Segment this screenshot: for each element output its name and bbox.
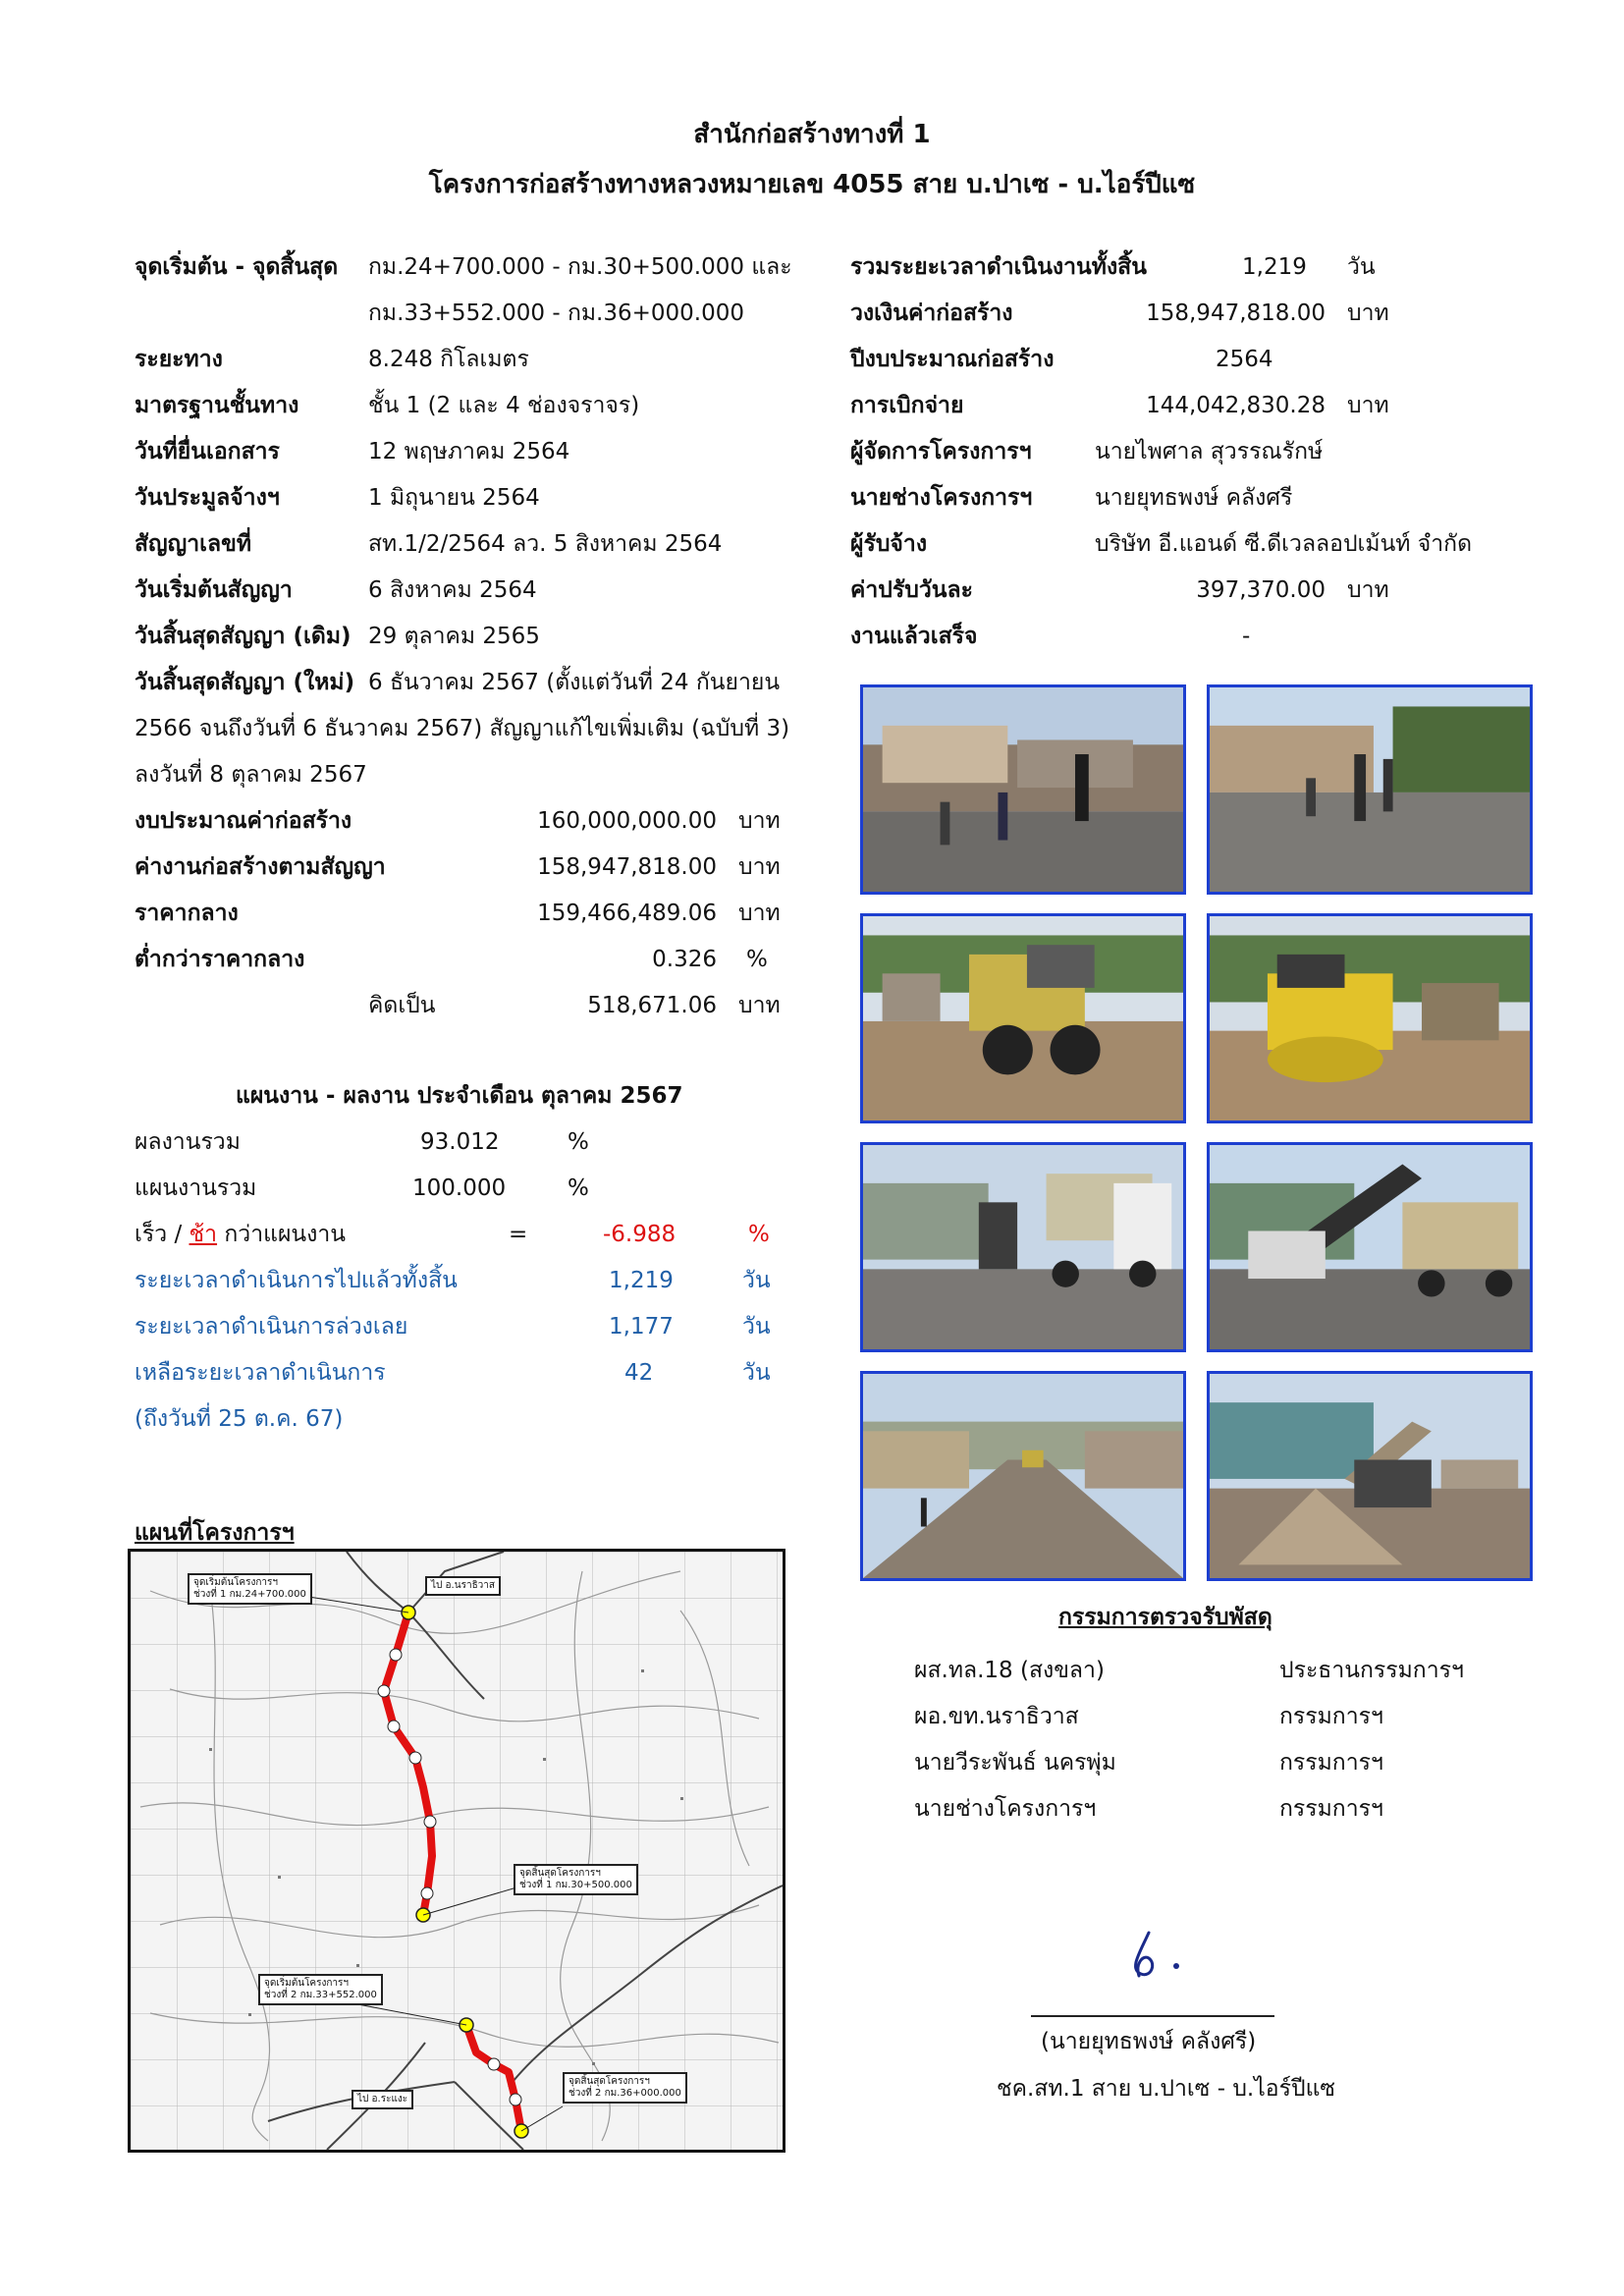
actual-progress-unit: % bbox=[568, 1129, 589, 1155]
disbursement-unit: บาท bbox=[1347, 393, 1389, 418]
disbursement-value: 144,042,830.28 bbox=[1146, 393, 1326, 418]
dump-truck-aggregate-photo-image bbox=[1210, 1374, 1530, 1578]
contract-end-old-label: วันสิ้นสุดสัญญา (เดิม) bbox=[135, 624, 352, 649]
committee-member-2-role: กรรมการฯ bbox=[1279, 1704, 1383, 1729]
cold-milling-photo-image bbox=[1210, 1145, 1530, 1349]
construction-budget-value: 158,947,818.00 bbox=[1146, 301, 1326, 326]
median-price-label: ราคากลาง bbox=[135, 901, 239, 926]
start-end-value: กม.24+700.000 - กม.30+500.000 และ bbox=[368, 254, 792, 280]
start-end-label: จุดเริ่มต้น - จุดสิ้นสุด bbox=[135, 254, 339, 280]
start-end-value-2: กม.33+552.000 - กม.36+000.000 bbox=[368, 301, 745, 326]
ahead-behind-label bbox=[135, 1220, 346, 1249]
daily-fine-value: 397,370.00 bbox=[1196, 577, 1326, 603]
remaining-label: เหลือระยะเวลาดำเนินการ bbox=[135, 1360, 386, 1386]
office-title: สำนักก่อสร้างทางที่ 1 bbox=[693, 120, 931, 149]
committee-member-4-role: กรรมการฯ bbox=[1279, 1796, 1383, 1822]
motor-grader-photo bbox=[860, 913, 1186, 1123]
grader-roadwork-photo bbox=[860, 1371, 1186, 1581]
equivalent-label: คิดเป็น bbox=[368, 993, 436, 1018]
contract-no-label: สัญญาเลขที่ bbox=[135, 531, 251, 557]
start-point-1-callout bbox=[188, 1573, 312, 1605]
total-duration-unit: วัน bbox=[1347, 254, 1376, 280]
elapsed-value: 1,219 bbox=[609, 1268, 674, 1293]
committee-member-1-role: ประธานกรรมการฯ bbox=[1279, 1658, 1464, 1683]
ahead-behind-equals: = bbox=[509, 1222, 528, 1247]
start-point-2-km: ช่วงที่ 2 กม.33+552.000 bbox=[264, 1990, 377, 2000]
south-direction-text: ไป อ.ระแงะ bbox=[357, 2094, 408, 2105]
contract-end-new-label: วันสิ้นสุดสัญญา (ใหม่) bbox=[135, 670, 355, 695]
road-roller-photo-image bbox=[1210, 916, 1530, 1121]
project-title: โครงการก่อสร้างทางหลวงหมายเลข 4055 สาย บ.ปาเซ - บ.ไอร์ปีแซ bbox=[428, 170, 1196, 199]
plan-progress-unit: % bbox=[568, 1175, 589, 1201]
start-point-1-title: จุดเริ่มต้นโครงการฯ bbox=[193, 1577, 279, 1588]
actual-progress-value: 93.012 bbox=[420, 1129, 500, 1155]
distance-label: ระยะทาง bbox=[135, 347, 223, 372]
as-of-date: (ถึงวันที่ 25 ต.ค. 67) bbox=[135, 1406, 344, 1432]
start-point-2-title: จุดเริ่มต้นโครงการฯ bbox=[264, 1978, 350, 1989]
overdue-value: 1,177 bbox=[609, 1314, 674, 1339]
signature-mark bbox=[1119, 1925, 1208, 1994]
bid-date-value: 1 มิถุนายน 2564 bbox=[368, 485, 540, 511]
contractor-value: บริษัท อี.แอนด์ ซี.ดีเวลลอปเม้นท์ จำกัด bbox=[1095, 531, 1473, 557]
contract-cost-unit: บาท bbox=[738, 854, 781, 880]
end-point-2-km: ช่วงที่ 2 กม.36+000.000 bbox=[568, 2088, 681, 2099]
below-median-label: ต่ำกว่าราคากลาง bbox=[135, 947, 305, 972]
contract-cost-value: 158,947,818.00 bbox=[537, 854, 717, 880]
survey-crew-photo bbox=[1207, 684, 1533, 895]
daily-fine-unit: บาท bbox=[1347, 577, 1389, 603]
completion-label: งานแล้วเสร็จ bbox=[850, 624, 978, 649]
bid-date-label: วันประมูลจ้างฯ bbox=[135, 485, 280, 511]
contractor-label: ผู้รับจ้าง bbox=[850, 531, 928, 557]
elapsed-unit: วัน bbox=[742, 1268, 771, 1293]
committee-member-1-name: ผส.ทล.18 (สงขลา) bbox=[914, 1658, 1105, 1683]
committee-member-3-role: กรรมการฯ bbox=[1279, 1750, 1383, 1776]
progress-title: แผนงาน - ผลงาน ประจำเดือน ตุลาคม 2567 bbox=[236, 1083, 683, 1109]
contract-end-new-line2: 2566 จนถึงวันที่ 6 ธันวาคม 2567) สัญญาแก้ไขเพิ่มเติม (ฉบับที่ 3) bbox=[135, 716, 790, 741]
than-plan-label: กว่าแผนงาน bbox=[217, 1222, 347, 1247]
project-engineer-label: นายช่างโครงการฯ bbox=[850, 485, 1033, 511]
committee-title: กรรมการตรวจรับพัสดุ bbox=[1058, 1605, 1272, 1630]
below-median-unit: % bbox=[746, 947, 768, 972]
fiscal-year-value: 2564 bbox=[1216, 347, 1273, 372]
signature-line bbox=[1031, 2015, 1274, 2017]
north-direction-text: ไป อ.นราธิวาส bbox=[431, 1580, 495, 1591]
south-direction-label bbox=[352, 2090, 413, 2109]
median-price-value: 159,466,489.06 bbox=[537, 901, 717, 926]
budget-unit: บาท bbox=[738, 808, 781, 834]
overdue-label: ระยะเวลาดำเนินการล่วงเลย bbox=[135, 1314, 408, 1339]
end-point-1-km: ช่วงที่ 1 กม.30+500.000 bbox=[519, 1880, 632, 1890]
disbursement-label: การเบิกจ่าย bbox=[850, 393, 964, 418]
contract-cost-label: ค่างานก่อสร้างตามสัญญา bbox=[135, 854, 386, 880]
total-duration-label: รวมระยะเวลาดำเนินงานทั้งสิ้น bbox=[850, 254, 1147, 280]
end-point-1-title: จุดสิ้นสุดโครงการฯ bbox=[519, 1868, 601, 1879]
grader-roadwork-photo-image bbox=[863, 1374, 1183, 1578]
median-price-unit: บาท bbox=[738, 901, 781, 926]
motor-grader-photo-image bbox=[863, 916, 1183, 1121]
survey-team-photo-image bbox=[863, 687, 1183, 892]
committee-member-2-name: ผอ.ขท.นราธิวาส bbox=[914, 1704, 1079, 1729]
road-standard-value: ชั้น 1 (2 และ 4 ช่องจราจร) bbox=[368, 393, 640, 418]
cold-milling-photo bbox=[1207, 1142, 1533, 1352]
contract-start-label: วันเริ่มต้นสัญญา bbox=[135, 577, 293, 603]
signatory-name: (นายยุทธพงษ์ คลังศรี) bbox=[1041, 2029, 1257, 2054]
ahead-behind-value: -6.988 bbox=[603, 1222, 677, 1247]
daily-fine-label: ค่าปรับวันละ bbox=[850, 577, 973, 603]
end-point-2-title: จุดสิ้นสุดโครงการฯ bbox=[568, 2076, 650, 2087]
contract-end-old-value: 29 ตุลาคม 2565 bbox=[368, 624, 540, 649]
contract-start-value: 6 สิงหาคม 2564 bbox=[368, 577, 537, 603]
below-median-value: 0.326 bbox=[652, 947, 717, 972]
survey-crew-photo-image bbox=[1210, 687, 1530, 892]
start-point-1-km: ช่วงที่ 1 กม.24+700.000 bbox=[193, 1589, 306, 1600]
project-manager-label: ผู้จัดการโครงการฯ bbox=[850, 439, 1032, 465]
equivalent-unit: บาท bbox=[738, 993, 781, 1018]
overdue-unit: วัน bbox=[742, 1314, 771, 1339]
committee-member-3-name: นายวีระพันธ์ นครพุ่ม bbox=[914, 1750, 1116, 1776]
milling-truck-photo bbox=[860, 1142, 1186, 1352]
contract-end-new-value: 6 ธันวาคม 2567 (ตั้งแต่วันที่ 24 กันยายน bbox=[368, 670, 781, 695]
distance-value: 8.248 กิโลเมตร bbox=[368, 347, 529, 372]
construction-budget-unit: บาท bbox=[1347, 301, 1389, 326]
submit-date-label: วันที่ยื่นเอกสาร bbox=[135, 439, 280, 465]
project-engineer-value: นายยุทธพงษ์ คลังศรี bbox=[1095, 485, 1293, 511]
start-point-2-callout bbox=[258, 1974, 383, 2005]
map-title: แผนที่โครงการฯ bbox=[135, 1520, 295, 1546]
committee-member-4-name: นายช่างโครงการฯ bbox=[914, 1796, 1097, 1822]
end-point-1-callout bbox=[514, 1864, 638, 1895]
ahead-behind-unit: % bbox=[748, 1222, 770, 1247]
survey-team-photo bbox=[860, 684, 1186, 895]
end-point-2-callout bbox=[563, 2072, 687, 2104]
milling-truck-photo-image bbox=[863, 1145, 1183, 1349]
project-map bbox=[128, 1549, 785, 2153]
ahead-label: เร็ว / bbox=[135, 1222, 189, 1247]
north-direction-label bbox=[425, 1576, 501, 1596]
equivalent-value: 518,671.06 bbox=[587, 993, 717, 1018]
signatory-position: ชค.สท.1 สาย บ.ปาเซ - บ.ไอร์ปีแซ bbox=[997, 2076, 1335, 2102]
topographic-map bbox=[131, 1552, 783, 2150]
plan-progress-value: 100.000 bbox=[412, 1175, 507, 1201]
road-roller-photo bbox=[1207, 913, 1533, 1123]
elapsed-label: ระยะเวลาดำเนินการไปแล้วทั้งสิ้น bbox=[135, 1268, 458, 1293]
budget-label: งบประมาณค่าก่อสร้าง bbox=[135, 808, 352, 834]
actual-progress-label: ผลงานรวม bbox=[135, 1129, 241, 1155]
remaining-value: 42 bbox=[624, 1360, 654, 1386]
submit-date-value: 12 พฤษภาคม 2564 bbox=[368, 439, 570, 465]
contract-end-new-line3: ลงวันที่ 8 ตุลาคม 2567 bbox=[135, 762, 367, 788]
dump-truck-aggregate-photo bbox=[1207, 1371, 1533, 1581]
fiscal-year-label: ปีงบประมาณก่อสร้าง bbox=[850, 347, 1055, 372]
behind-label: ช้า bbox=[189, 1222, 218, 1247]
remaining-unit: วัน bbox=[742, 1360, 771, 1386]
construction-budget-label: วงเงินค่าก่อสร้าง bbox=[850, 301, 1013, 326]
completion-value: - bbox=[1242, 624, 1251, 649]
contract-no-value: สท.1/2/2564 ลว. 5 สิงหาคม 2564 bbox=[368, 531, 723, 557]
plan-progress-label: แผนงานรวม bbox=[135, 1175, 257, 1201]
road-standard-label: มาตรฐานชั้นทาง bbox=[135, 393, 299, 418]
total-duration-value: 1,219 bbox=[1242, 254, 1307, 280]
project-manager-value: นายไพศาล สุวรรณรักษ์ bbox=[1095, 439, 1324, 465]
budget-value: 160,000,000.00 bbox=[537, 808, 717, 834]
